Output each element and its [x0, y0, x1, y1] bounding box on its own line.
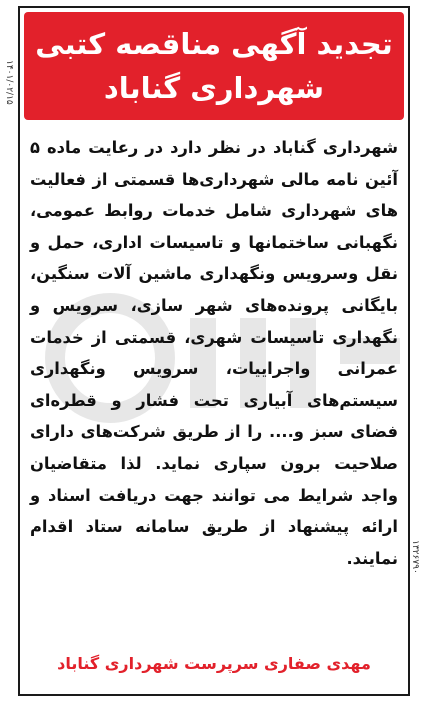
ad-title-line1: تجدید آگهی مناقصه کتبی: [35, 27, 393, 61]
ad-signature: مهدی صفاری سرپرست شهرداری گناباد: [57, 654, 371, 673]
ad-title-line2: شهرداری گناباد: [103, 71, 325, 105]
left-side-code: ۱۴۰۱/۰۲/۱۵: [4, 60, 14, 105]
ad-body-text: شهرداری گناباد در نظر دارد در رعایت ماده ۵ آئین نامه مالی شهرداری‌ها قسمتی از فعالیت های شهرداری شامل خدمات روابط عمومی، نگهبانی ساختمانها و تاسیسات اداری، حمل و نقل وسرویس ونگهداری ماشین آلات سنگین، بایگانی پرونده‌های شهر سازی، سرویس و نگهداری تاسیسات شهری، قسمتی از خدمات عمرانی واجراییات، سرویس ونگهداری سیستم‌های آبیاری تحت فشار و قطره‌ای فضای سبز و.... را از طریق شرکت‌های دارای صلاحیت برون سپاری نماید. لذا متقاضیان واجد شرایط می توانند جهت دریافت اسناد و ارائه پیشنهاد از طریق سامانه ستاد اقدام نمایند.: [30, 138, 398, 568]
ad-frame: [18, 6, 410, 696]
ad-header: [24, 12, 404, 120]
right-side-code: ۱۳۲۶۷۹۰: [410, 540, 420, 574]
